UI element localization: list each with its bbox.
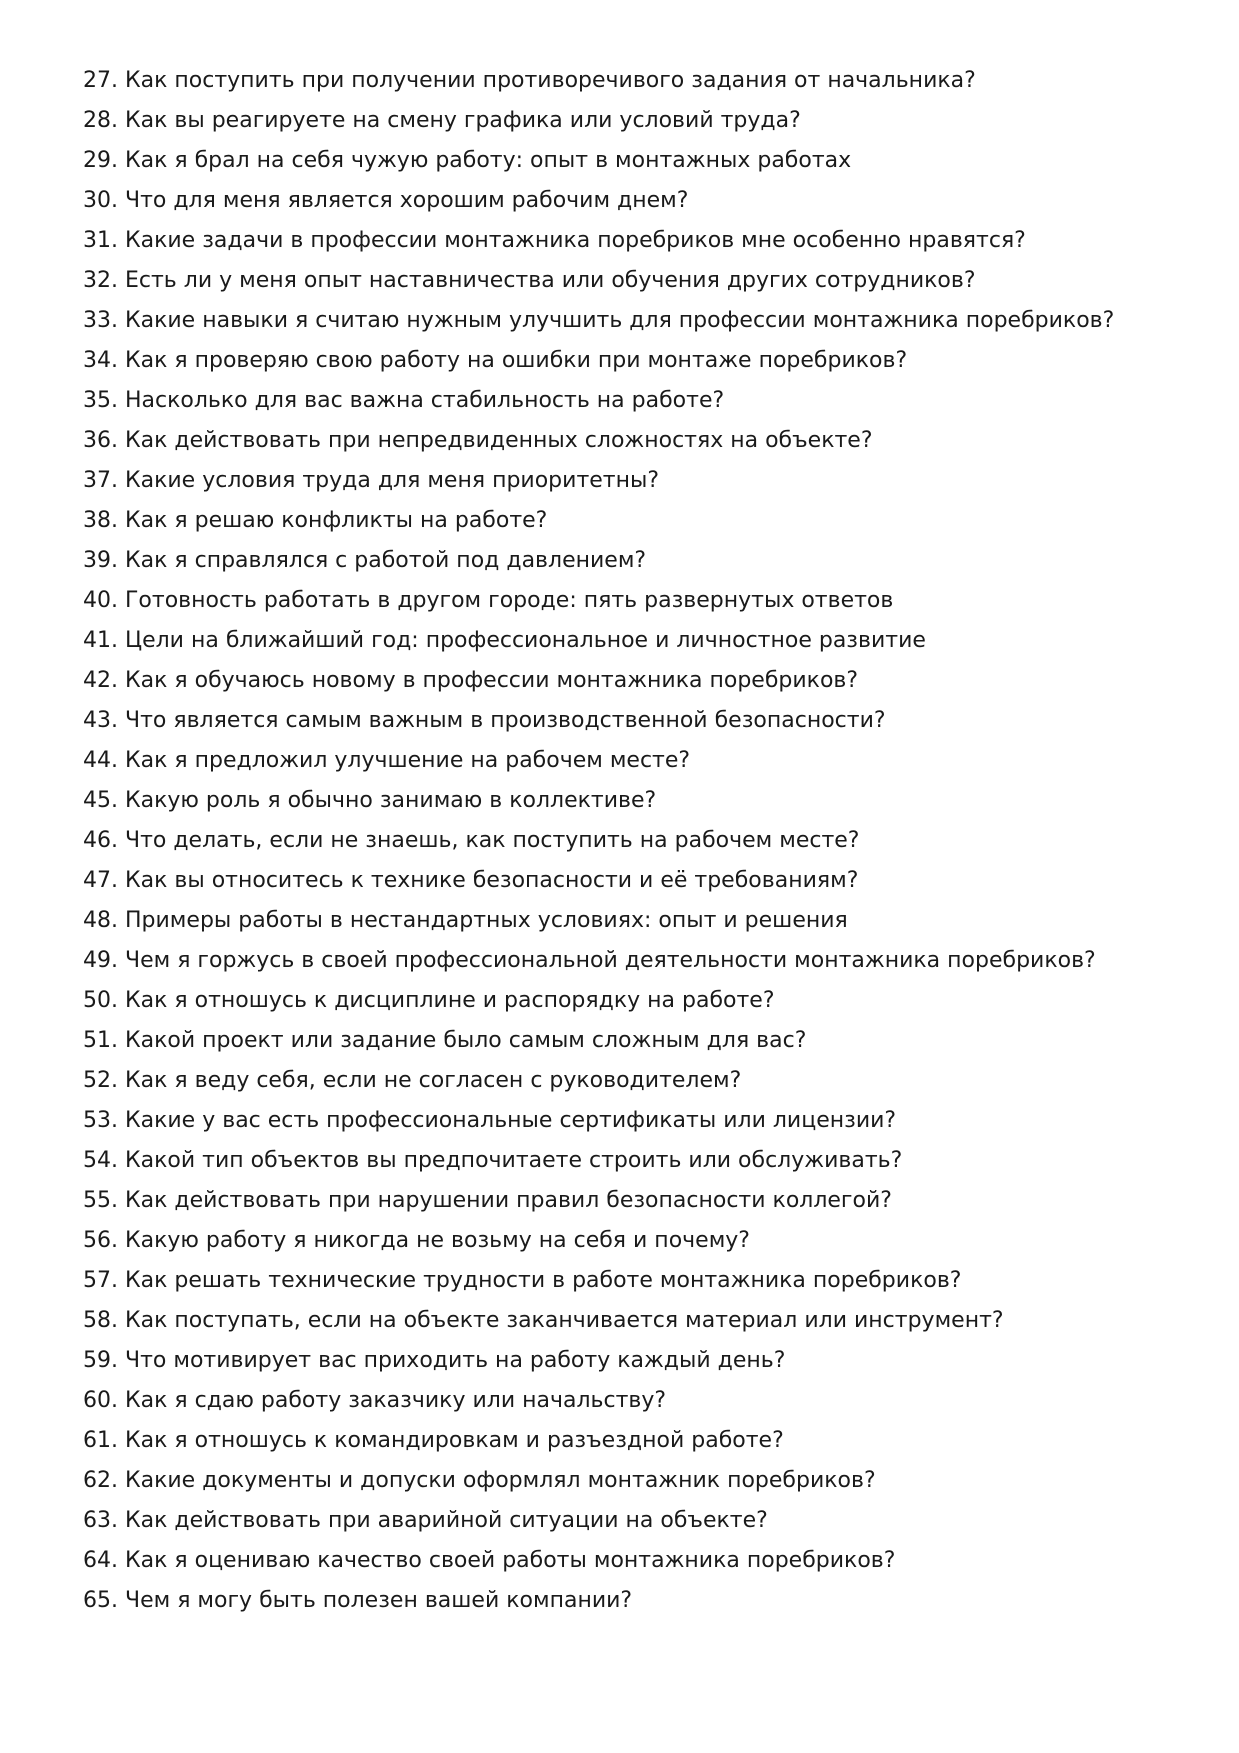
question-number: 35. [83, 388, 118, 413]
question-item [83, 1261, 1203, 1301]
question-text: Примеры работы в нестандартных условиях: опыт и решения [125, 908, 848, 933]
question-number: 51. [83, 1028, 118, 1053]
question-item [83, 1341, 1203, 1381]
question-item [83, 581, 1203, 621]
question-text: Как я проверяю свою работу на ошибки при монтаже поребриков? [125, 348, 908, 373]
question-text: Чем я горжусь в своей профессиональной деятельности монтажника поребриков? [125, 948, 1096, 973]
question-item [83, 621, 1203, 661]
question-item [83, 1141, 1203, 1181]
question-item [83, 501, 1203, 541]
question-text: Готовность работать в другом городе: пять развернутых ответов [125, 588, 894, 613]
question-number: 31. [83, 228, 118, 253]
question-number: 37. [83, 468, 118, 493]
question-text: Как я сдаю работу заказчику или начальству? [125, 1388, 667, 1413]
question-text: Цели на ближайший год: профессиональное и личностное развитие [125, 628, 926, 653]
question-item [83, 941, 1203, 981]
question-number: 55. [83, 1188, 118, 1213]
question-number: 58. [83, 1308, 118, 1333]
question-number: 42. [83, 668, 118, 693]
question-number: 43. [83, 708, 118, 733]
question-number: 61. [83, 1428, 118, 1453]
question-number: 27. [83, 68, 118, 93]
question-item [83, 301, 1203, 341]
question-item [83, 421, 1203, 461]
question-item [83, 181, 1203, 221]
question-number: 40. [83, 588, 118, 613]
question-text: Как я решаю конфликты на работе? [125, 508, 548, 533]
question-number: 53. [83, 1108, 118, 1133]
question-text: Как действовать при нарушении правил безопасности коллегой? [125, 1188, 892, 1213]
question-text: Чем я могу быть полезен вашей компании? [125, 1588, 633, 1613]
question-number: 50. [83, 988, 118, 1013]
question-number: 44. [83, 748, 118, 773]
question-item [83, 901, 1203, 941]
question-text: Как действовать при непредвиденных сложностях на объекте? [125, 428, 873, 453]
question-item [83, 1541, 1203, 1581]
question-text: Как вы относитесь к технике безопасности и её требованиям? [125, 868, 859, 893]
question-text: Как поступить при получении противоречивого задания от начальника? [125, 68, 976, 93]
question-text: Что мотивирует вас приходить на работу каждый день? [125, 1348, 786, 1373]
question-item [83, 261, 1203, 301]
question-item [83, 701, 1203, 741]
question-number: 33. [83, 308, 118, 333]
question-number: 45. [83, 788, 118, 813]
question-number: 59. [83, 1348, 118, 1373]
question-text: Что является самым важным в производственной безопасности? [125, 708, 886, 733]
question-item [83, 541, 1203, 581]
question-number: 47. [83, 868, 118, 893]
question-item [83, 221, 1203, 261]
question-number: 49. [83, 948, 118, 973]
question-text: Как решать технические трудности в работе монтажника поребриков? [125, 1268, 962, 1293]
question-item [83, 1581, 1203, 1621]
question-item [83, 61, 1203, 101]
question-text: Какой тип объектов вы предпочитаете строить или обслуживать? [125, 1148, 903, 1173]
question-text: Как я веду себя, если не согласен с руководителем? [125, 1068, 742, 1093]
question-number: 34. [83, 348, 118, 373]
question-number: 48. [83, 908, 118, 933]
question-item [83, 101, 1203, 141]
question-item [83, 661, 1203, 701]
question-text: Что делать, если не знаешь, как поступить на рабочем месте? [125, 828, 860, 853]
question-text: Какой проект или задание было самым сложным для вас? [125, 1028, 807, 1053]
question-number: 39. [83, 548, 118, 573]
question-item [83, 981, 1203, 1021]
question-item [83, 1381, 1203, 1421]
question-text: Как я отношусь к дисциплине и распорядку на работе? [125, 988, 775, 1013]
question-number: 56. [83, 1228, 118, 1253]
question-text: Какие навыки я считаю нужным улучшить для профессии монтажника поребриков? [125, 308, 1115, 333]
question-number: 46. [83, 828, 118, 853]
question-item [83, 461, 1203, 501]
question-text: Какие задачи в профессии монтажника поребриков мне особенно нравятся? [125, 228, 1026, 253]
question-number: 54. [83, 1148, 118, 1173]
question-item [83, 1101, 1203, 1141]
question-item [83, 341, 1203, 381]
question-text: Как я брал на себя чужую работу: опыт в монтажных работах [125, 148, 852, 173]
question-item [83, 1301, 1203, 1341]
question-text: Что для меня является хорошим рабочим днем? [125, 188, 689, 213]
question-number: 52. [83, 1068, 118, 1093]
question-text: Как я справлялся с работой под давлением? [125, 548, 647, 573]
question-text: Есть ли у меня опыт наставничества или обучения других сотрудников? [125, 268, 976, 293]
question-text: Как я отношусь к командировкам и разъездной работе? [125, 1428, 784, 1453]
question-number: 36. [83, 428, 118, 453]
question-item [83, 1061, 1203, 1101]
question-number: 65. [83, 1588, 118, 1613]
question-number: 30. [83, 188, 118, 213]
question-item [83, 1421, 1203, 1461]
question-number: 29. [83, 148, 118, 173]
question-text: Как я обучаюсь новому в профессии монтажника поребриков? [125, 668, 859, 693]
question-item [83, 1501, 1203, 1541]
question-number: 38. [83, 508, 118, 533]
question-text: Какую роль я обычно занимаю в коллективе? [125, 788, 657, 813]
question-item [83, 1181, 1203, 1221]
question-text: Как вы реагируете на смену графика или условий труда? [125, 108, 801, 133]
question-number: 32. [83, 268, 118, 293]
question-item [83, 141, 1203, 181]
question-number: 63. [83, 1508, 118, 1533]
question-item [83, 861, 1203, 901]
question-number: 28. [83, 108, 118, 133]
question-number: 62. [83, 1468, 118, 1493]
question-item [83, 821, 1203, 861]
question-item [83, 1221, 1203, 1261]
question-item [83, 1461, 1203, 1501]
question-text: Как действовать при аварийной ситуации на объекте? [125, 1508, 768, 1533]
question-text: Как поступать, если на объекте заканчивается материал или инструмент? [125, 1308, 1004, 1333]
question-text: Насколько для вас важна стабильность на работе? [125, 388, 725, 413]
question-number: 41. [83, 628, 118, 653]
question-item [83, 381, 1203, 421]
question-text: Какие документы и допуски оформлял монтажник поребриков? [125, 1468, 876, 1493]
question-item [83, 741, 1203, 781]
question-text: Какую работу я никогда не возьму на себя и почему? [125, 1228, 750, 1253]
question-text: Какие условия труда для меня приоритетны? [125, 468, 660, 493]
question-list [83, 61, 1203, 1621]
question-number: 57. [83, 1268, 118, 1293]
question-text: Как я оцениваю качество своей работы монтажника поребриков? [125, 1548, 896, 1573]
question-item [83, 781, 1203, 821]
question-number: 64. [83, 1548, 118, 1573]
question-text: Как я предложил улучшение на рабочем месте? [125, 748, 691, 773]
question-number: 60. [83, 1388, 118, 1413]
question-text: Какие у вас есть профессиональные сертификаты или лицензии? [125, 1108, 897, 1133]
question-item [83, 1021, 1203, 1061]
